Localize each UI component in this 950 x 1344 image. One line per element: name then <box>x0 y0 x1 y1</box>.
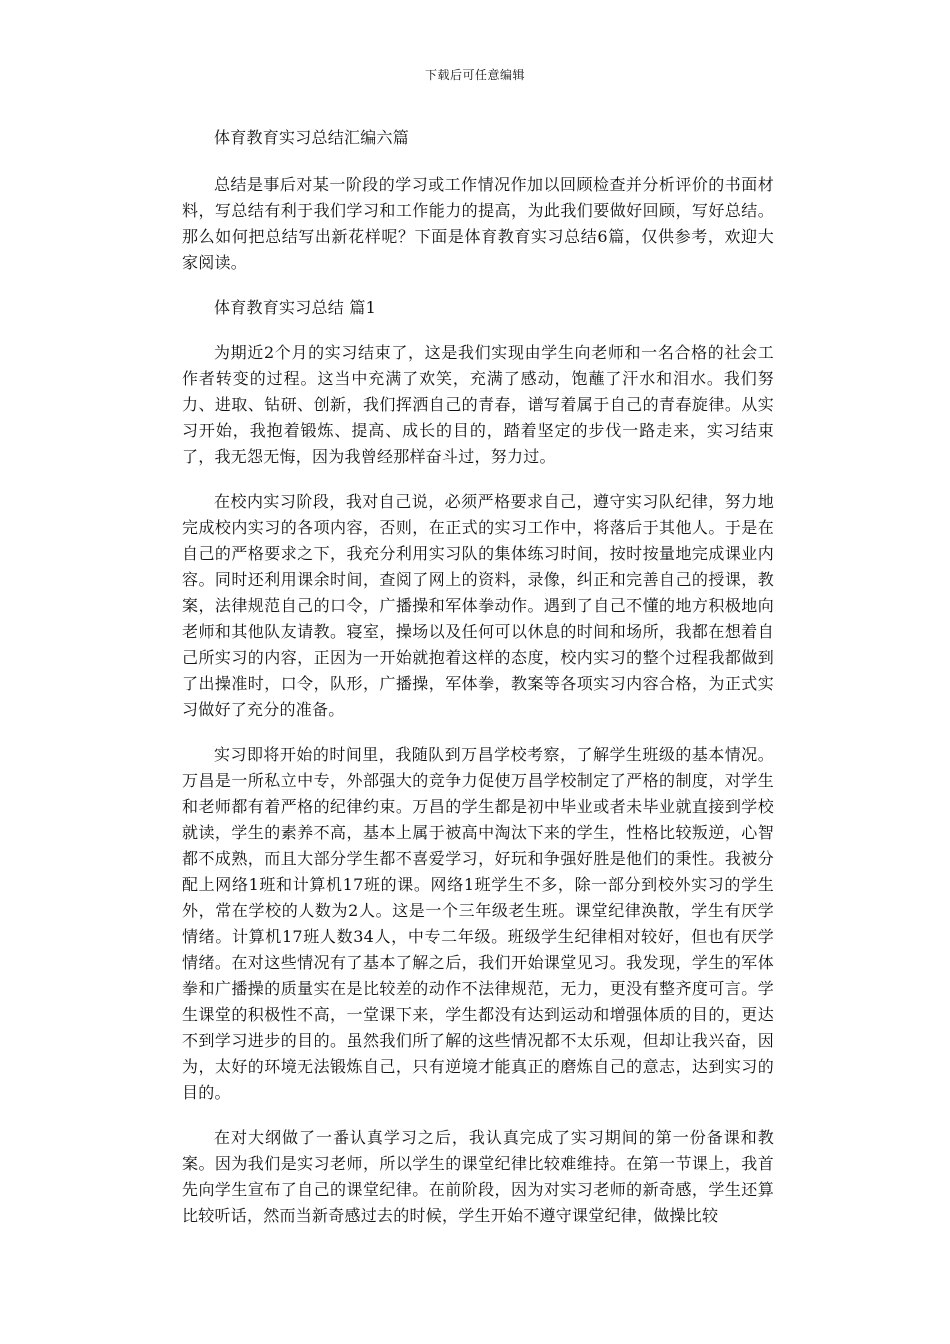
section-title: 体育教育实习总结 篇1 <box>214 298 377 317</box>
document-body <box>182 125 774 1248</box>
body-paragraph-4: 在对大纲做了一番认真学习之后，我认真完成了实习期间的第一份备课和教案。因为我们是实习老师，所以学生的课堂纪律比较难维持。在第一节课上，我首先向学生宣布了自己的课堂纪律。在前阶段，因为对实习老师的新奇感，学生还算比较听话，然而当新奇感过去的时候，学生开始不遵守课堂纪律，做操比较 <box>182 1128 774 1225</box>
body-paragraph-3: 实习即将开始的时间里，我随队到万昌学校考察，了解学生班级的基本情况。万昌是一所私立中专，外部强大的竞争力促使万昌学校制定了严格的制度，对学生和老师都有着严格的纪律约束。万昌的学生都是初中毕业或者未毕业就直接到学校就读，学生的素养不高，基本上属于被高中淘汰下来的学生，性格比较叛逆，心智都不成熟，而且大部分学生都不喜爱学习，好玩和争强好胜是他们的秉性。我被分配上网络1班和计算机17班的课。网络1班学生不多，除一部分到校外实习的学生外，常在学校的人数为2人。这是一个三年级老生班。课堂纪律涣散，学生有厌学情绪。计算机17班人数34人，中专二年级。班级学生纪律相对较好，但也有厌学情绪。在对这些情况有了基本了解之后，我们开始课堂见习。我发现，学生的军体拳和广播操的质量实在是比较差的动作不法律规范，无力，更没有整齐度可言。学生课堂的积极性不高，一堂课下来，学生都没有达到运动和增强体质的目的，更达不到学习进步的目的。虽然我们所了解的这些情况都不太乐观，但却让我兴奋，因为，太好的环境无法锻炼自己，只有逆境才能真正的磨炼自己的意志，达到实习的目的。 <box>182 745 774 1102</box>
document-title: 体育教育实习总结汇编六篇 <box>214 128 410 147</box>
intro-paragraph: 总结是事后对某一阶段的学习或工作情况作加以回顾检查并分析评价的书面材料，写总结有利于我们学习和工作能力的提高，为此我们要做好回顾，写好总结。那么如何把总结写出新花样呢？下面是体育教育实习总结6篇，仅供参考，欢迎大家阅读。 <box>182 175 774 272</box>
header-note: 下载后可任意编辑 <box>424 68 525 82</box>
body-paragraph-2: 在校内实习阶段，我对自己说，必须严格要求自己，遵守实习队纪律，努力地完成校内实习的各项内容，否则，在正式的实习工作中，将落后于其他人。于是在自己的严格要求之下，我充分利用实习队的集体练习时间，按时按量地完成课业内容。同时还利用课余时间，查阅了网上的资料，录像，纠正和完善自己的授课，教案，法律规范自己的口令，广播操和军体拳动作。遇到了自己不懂的地方积极地向老师和其他队友请教。寝室，操场以及任何可以休息的时间和场所，我都在想着自己所实习的内容，正因为一开始就抱着这样的态度，校内实习的整个过程我都做到了出操准时，口令，队形，广播操，军体拳，教案等各项实习内容合格，为正式实习做好了充分的准备。 <box>182 492 774 719</box>
body-paragraph-1: 为期近2个月的实习结束了，这是我们实现由学生向老师和一名合格的社会工作者转变的过程。这当中充满了欢笑，充满了感动，饱蘸了汗水和泪水。我们努力、进取、钻研、创新，我们挥洒自己的青春，谱写着属于自己的青春旋律。从实习开始，我抱着锻炼、提高、成长的目的，踏着坚定的步伐一路走来，实习结束了，我无怨无悔，因为我曾经那样奋斗过，努力过。 <box>182 343 774 466</box>
